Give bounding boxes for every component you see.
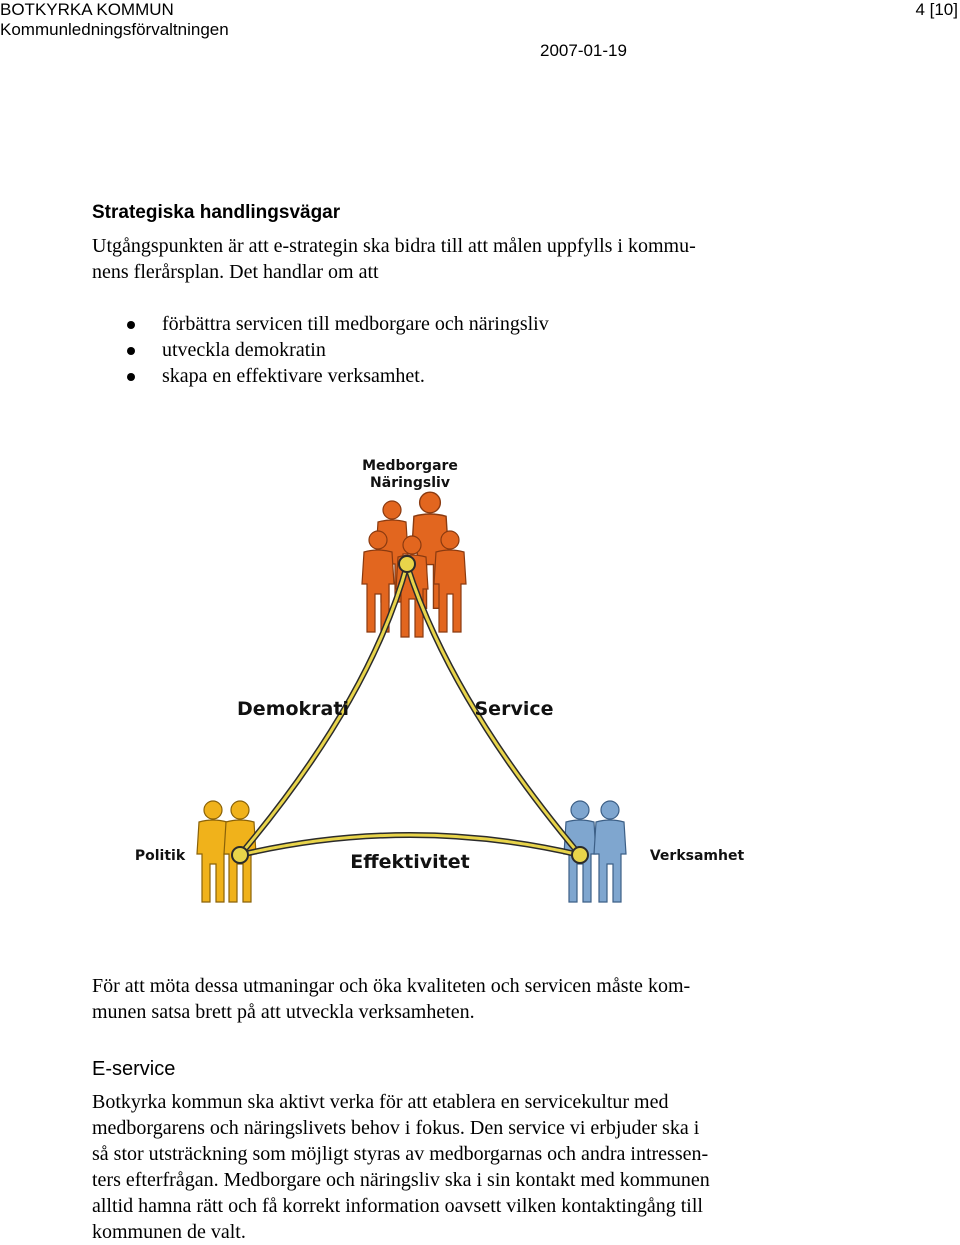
demokrati-label: Demokrati bbox=[237, 698, 349, 720]
challenge-line: munen satsa brett på att utveckla verksamheten. bbox=[92, 1001, 475, 1023]
intro-line: nens flerårsplan. Det handlar om att bbox=[92, 261, 379, 283]
eservice-paragraph bbox=[92, 1089, 852, 1245]
politik-label: Politik bbox=[134, 848, 186, 864]
top-label-line1: Medborgare bbox=[362, 458, 458, 474]
intro-paragraph bbox=[92, 233, 852, 285]
challenge-paragraph bbox=[92, 973, 852, 1025]
eservice-line: alltid hamna rätt och få korrekt information oavsett vilken kontaktingång till bbox=[92, 1195, 703, 1217]
bullet-icon bbox=[127, 347, 135, 355]
org-name: BOTKYRKA KOMMUN bbox=[0, 0, 174, 19]
bullet-icon bbox=[127, 321, 135, 329]
challenge-line: För att möta dessa utmaningar och öka kvaliteten och servicen måste kom- bbox=[92, 975, 691, 997]
eservice-line: medborgarens och näringslivets behov i fokus. Den service vi erbjuder ska i bbox=[92, 1117, 700, 1139]
bullet-list bbox=[92, 311, 549, 389]
eservice-heading: E-service bbox=[92, 1058, 176, 1080]
eservice-line: så stor utsträckning som möjligt styras av medborgarnas och andra intressen- bbox=[92, 1143, 709, 1165]
triangle-diagram bbox=[120, 440, 800, 920]
document-date: 2007-01-19 bbox=[540, 41, 627, 60]
effektivitet-label: Effektivitet bbox=[350, 851, 470, 873]
intro-line: Utgångspunkten är att e-strategin ska bidra till att målen uppfylls i kommu- bbox=[92, 235, 696, 257]
top-label-line2: Näringsliv bbox=[370, 475, 450, 491]
department-name: Kommunledningsförvaltningen bbox=[0, 20, 229, 39]
verksamhet-label: Verksamhet bbox=[649, 848, 745, 864]
eservice-line: ters efterfrågan. Medborgare och näringsliv ska i sin kontakt med kommunen bbox=[92, 1169, 710, 1191]
service-label: Service bbox=[474, 698, 554, 720]
bullet-icon bbox=[127, 373, 135, 381]
eservice-line: Botkyrka kommun ska aktivt verka för att etablera en servicekultur med bbox=[92, 1091, 669, 1113]
list-item bbox=[92, 337, 549, 363]
list-item bbox=[92, 363, 549, 389]
list-item-text: utveckla demokratin bbox=[162, 339, 326, 361]
page-number: 4 [10] bbox=[915, 0, 958, 19]
list-item-text: skapa en effektivare verksamhet. bbox=[162, 365, 425, 387]
list-item-text: förbättra servicen till medborgare och näringsliv bbox=[162, 313, 549, 335]
eservice-line: kommunen de valt. bbox=[92, 1221, 246, 1243]
list-item bbox=[92, 311, 549, 337]
section-heading: Strategiska handlingsvägar bbox=[92, 202, 341, 223]
